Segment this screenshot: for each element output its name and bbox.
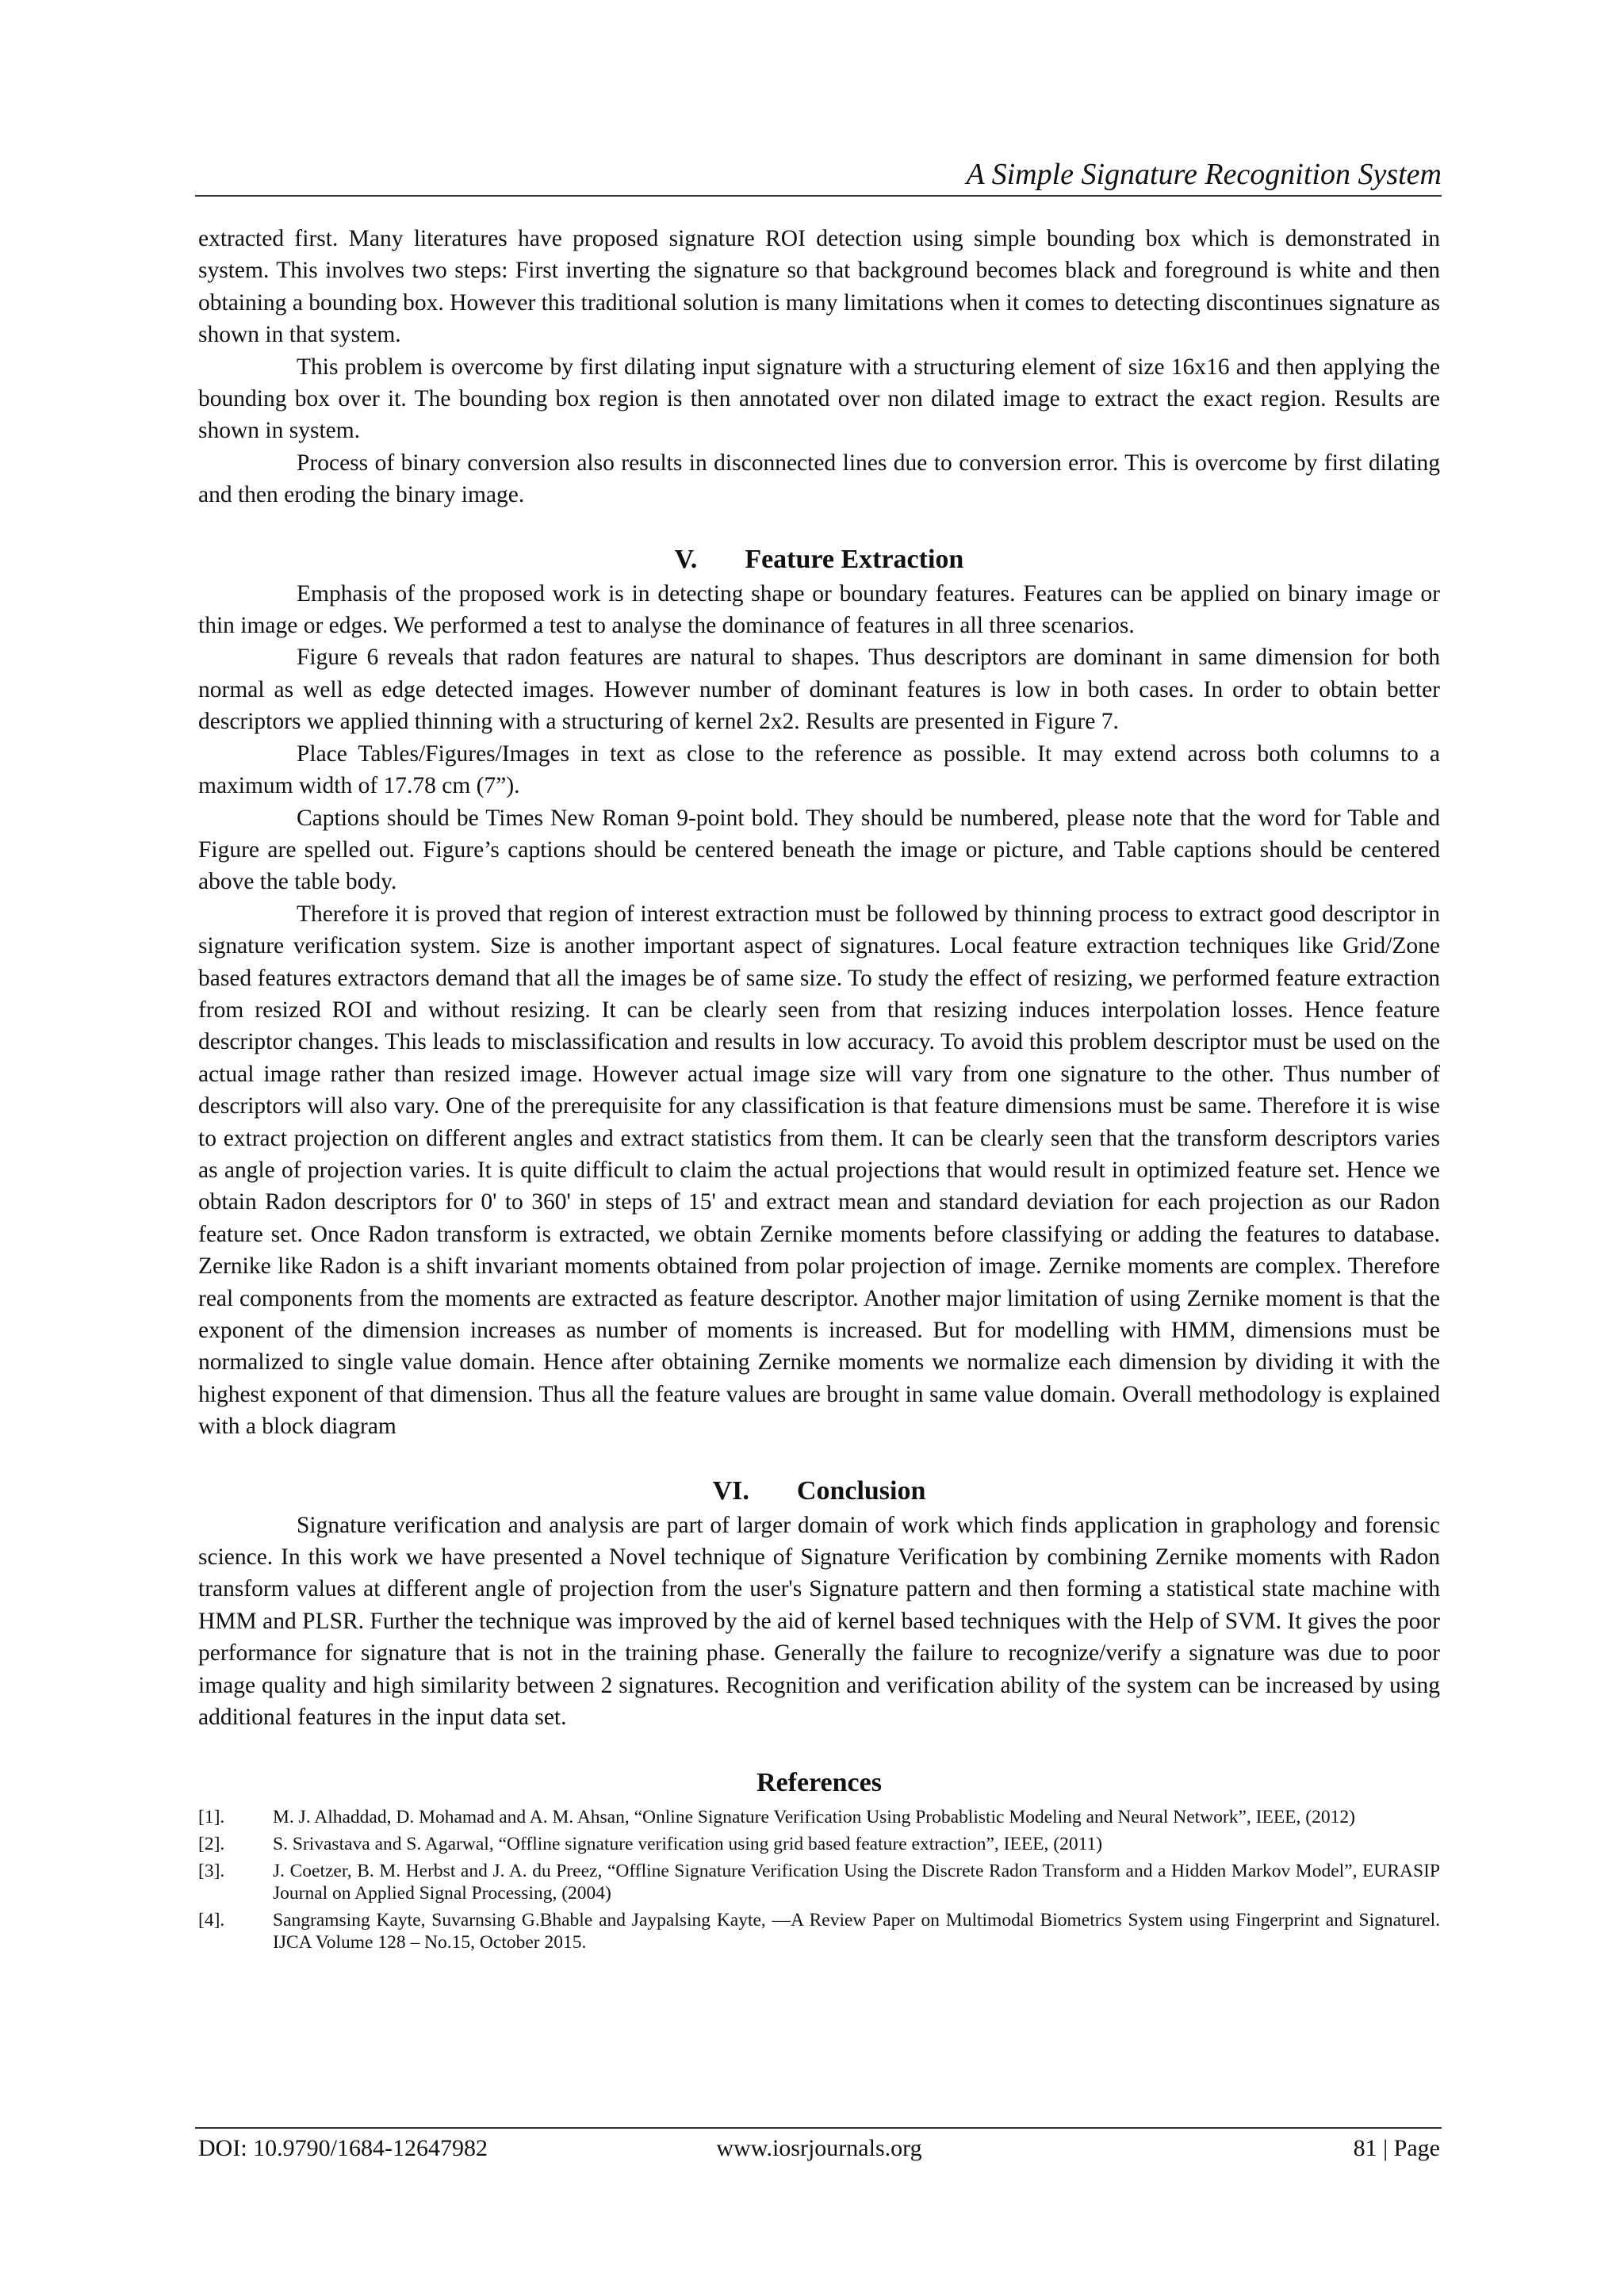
- body-paragraph: Figure 6 reveals that radon features are natural to shapes. Thus descriptors are dominant in same dimension for both normal as well as edge detected images. However number of dominant features is low in both cases. In order to obtain better descriptors we applied thinning with a structuring of kernel 2x2. Results are presented in Figure 7.: [198, 645, 1440, 735]
- running-title: A Simple Signature Recognition System: [966, 158, 1442, 191]
- references-heading: References: [756, 1768, 882, 1798]
- footer-website: www.iosrjournals.org: [716, 2135, 922, 2161]
- footer-page-number: 81 | Page: [1353, 2135, 1440, 2161]
- body-paragraph: Place Tables/Figures/Images in text as close to the reference as possible. It may extend across both columns to a maximum width of 17.78 cm (7”).: [198, 740, 1440, 799]
- reference-item: [198, 1806, 1440, 1828]
- body-paragraph: Captions should be Times New Roman 9-point bold. They should be numbered, please note that the word for Table and Figure are spelled out. Figure’s captions should be centered beneath the image or picture, and Table captions should be centered above the table body.: [198, 805, 1440, 895]
- section-title: Conclusion: [796, 1475, 926, 1506]
- body-paragraph: Process of binary conversion also results in disconnected lines due to conversion error. This is overcome by first dilating and then eroding the binary image.: [198, 450, 1440, 508]
- page-footer: [198, 2133, 1440, 2164]
- reference-number: [2].: [198, 1834, 225, 1855]
- reference-list: [198, 1806, 1440, 1954]
- body-paragraph: This problem is overcome by first dilating input signature with a structuring element of size 16x16 and then applying the bounding box over it. The bounding box region is then annotated over non dilated image to extract the exact region. Results are shown in system.: [198, 354, 1440, 444]
- reference-number: [3].: [198, 1861, 225, 1882]
- reference-item: [198, 1860, 1440, 1904]
- reference-text: J. Coetzer, B. M. Herbst and J. A. du Preez, “Offline Signature Verification Using the Discrete Radon Transform and a Hidden Markov Model”, EURASIP Journal on Applied Signal Processing, (2004): [273, 1861, 1440, 1904]
- reference-text: S. Srivastava and S. Agarwal, “Offline signature verification using grid based feature extraction”, IEEE, (2011): [273, 1834, 1103, 1855]
- reference-item: [198, 1833, 1440, 1855]
- reference-number: [1].: [198, 1807, 225, 1828]
- section-heading-conclusion: [198, 1473, 1440, 1510]
- body-paragraph: Therefore it is proved that region of interest extraction must be followed by thinning process to extract good descriptor in signature verification system. Size is another important aspect of signatures. Local feature extraction techniques like Grid/Zone based features extractors demand that all the images be of same size. To study the effect of resizing, we performed feature extraction from resized ROI and without resizing. It can be clearly seen from that resizing induces interpolation losses. Hence feature descriptor changes. This leads to misclassification and results in low accuracy. To avoid this problem descriptor must be used on the actual image rather than resized image. However actual image size will vary from one signature to the other. Thus number of descriptors will also vary. One of the prerequisite for any classification is that feature dimensions must be same. Therefore it is wise to extract projection on different angles and extract statistics from them. It can be clearly seen that the transform descriptors varies as angle of projection varies. It is quite difficult to claim the actual projections that would result in optimized feature set. Hence we obtain Radon descriptors for 0' to 360' in steps of 15' and extract mean and standard deviation for each projection as our Radon feature set. Once Radon transform is extracted, we obtain Zernike moments before classifying or adding the features to database. Zernike like Radon is a shift invariant moments obtained from polar projection of image. Zernike moments are complex. Therefore real components from the moments are extracted as feature descriptor. Another major limitation of using Zernike moment is that the exponent of the dimension increases as number of moments is increased. But for modelling with HMM, dimensions must be normalized to single value domain. Hence after obtaining Zernike moments we normalize each dimension by dividing it with the highest exponent of that dimension. Thus all the feature values are brought in same value domain. Overall methodology is explained with a block diagram: [198, 901, 1440, 1440]
- reference-number: [4].: [198, 1910, 225, 1931]
- body-paragraph: Signature verification and analysis are part of larger domain of work which finds application in graphology and forensic science. In this work we have presented a Novel technique of Signature Verification by combining Zernike moments with Radon transform values at different angle of projection from the user's Signature pattern and then forming a statistical state machine with HMM and PLSR. Further the technique was improved by the aid of kernel based techniques with the Help of SVM. It gives the poor performance for signature that is not in the training phase. Generally the failure to recognize/verify a signature was due to poor image quality and high similarity between 2 signatures. Recognition and verification ability of the system can be increased by using additional features in the input data set.: [198, 1512, 1440, 1731]
- section-number: VI.: [712, 1475, 749, 1506]
- body-text: [198, 223, 1440, 1958]
- footer-doi: DOI: 10.9790/1684-12647982: [198, 2135, 488, 2161]
- section-title: Feature Extraction: [745, 544, 964, 574]
- header-rule: [195, 195, 1442, 197]
- footer-rule: [195, 2127, 1442, 2129]
- section-number: V.: [674, 544, 698, 574]
- body-paragraph: Emphasis of the proposed work is in detecting shape or boundary features. Features can be applied on binary image or thin image or edges. We performed a test to analyse the dominance of features in all three scenarios.: [198, 580, 1440, 639]
- section-heading-feature-extraction: [198, 541, 1440, 578]
- body-paragraph: extracted first. Many literatures have proposed signature ROI detection using simple bounding box which is demonstrated in system. This involves two steps: First inverting the signature so that background becomes black and foreground is white and then obtaining a bounding box. However this traditional solution is many limitations when it comes to detecting discontinues signature as shown in that system.: [198, 226, 1440, 348]
- reference-text: M. J. Alhaddad, D. Mohamad and A. M. Ahsan, “Online Signature Verification Using Probablistic Modeling and Neural Network”, IEEE, (2012): [273, 1807, 1355, 1828]
- reference-item: [198, 1909, 1440, 1954]
- reference-text: Sangramsing Kayte, Suvarnsing G.Bhable and Jaypalsing Kayte, ―A Review Paper on Multimodal Biometrics System using Fingerprint and Signaturel. IJCA Volume 128 – No.15, October 2015.: [273, 1910, 1440, 1954]
